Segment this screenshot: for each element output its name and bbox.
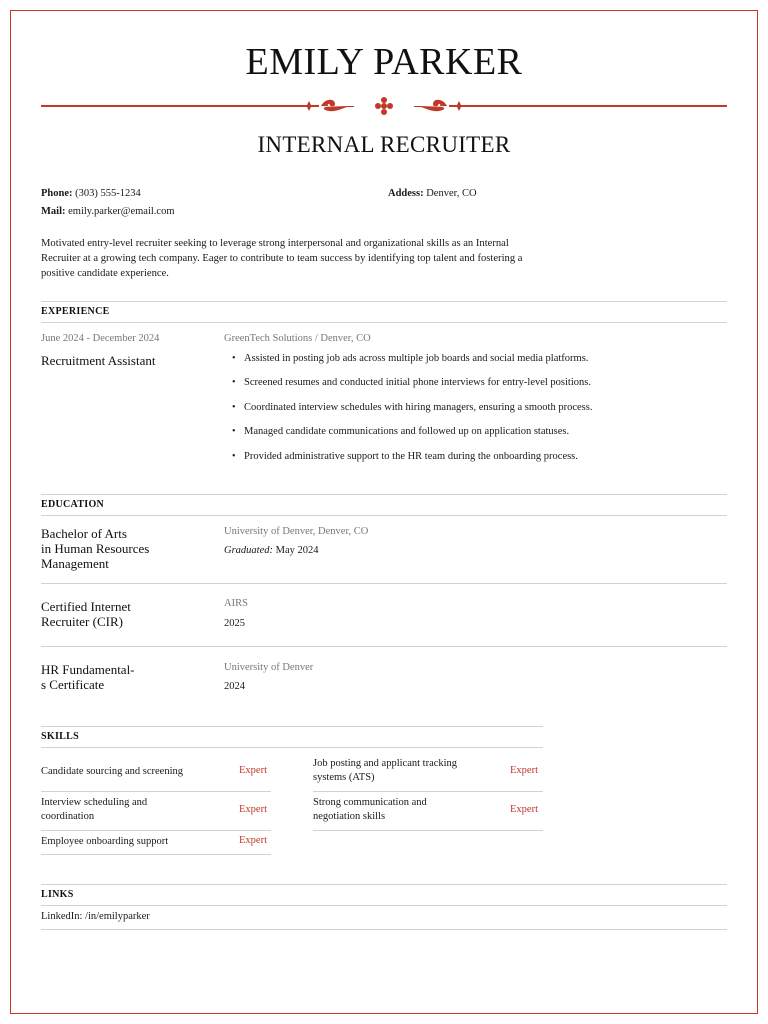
education-cert-title — [41, 599, 211, 629]
list-item: • Provided administrative support to the HR team during the onboarding process. — [224, 450, 724, 464]
divider-line-right — [469, 105, 727, 107]
education-heading: EDUCATION — [41, 494, 727, 516]
skill-separator — [313, 791, 543, 792]
skill-level: Expert — [239, 765, 267, 776]
cert-line: HR Fundamental- — [41, 662, 135, 677]
divider-line-left — [41, 105, 299, 107]
mail-label: Mail: — [41, 206, 66, 217]
skill-line: Job posting and applicant tracking — [313, 758, 458, 769]
skill-name — [313, 796, 427, 824]
mail-value: emily.parker@email.com — [68, 206, 175, 217]
phone-label: Phone: — [41, 188, 73, 199]
skills-heading: SKILLS — [41, 726, 543, 748]
degree-line: Bachelor of Arts — [41, 526, 127, 541]
graduated-label: Graduated: — [224, 545, 273, 556]
experience-date: June 2024 - December 2024 — [41, 333, 160, 344]
skill-line: negotiation skills — [313, 811, 386, 822]
skill-separator — [41, 830, 271, 831]
links-heading: LINKS — [41, 884, 727, 906]
phone-value: (303) 555-1234 — [75, 188, 141, 199]
list-item: • Coordinated interview schedules with hiring managers, ensuring a smooth process. — [224, 401, 724, 415]
skill-name — [41, 796, 147, 824]
list-item: • Screened resumes and conducted initial phone interviews for entry-level positions. — [224, 376, 724, 390]
skill-name: Employee onboarding support — [41, 836, 169, 847]
skill-level: Expert — [510, 765, 538, 776]
skill-name: Candidate sourcing and screening — [41, 766, 183, 777]
candidate-name: EMILY PARKER — [245, 41, 523, 83]
education-separator — [41, 646, 727, 647]
list-item: • Assisted in posting job ads across multiple job boards and social media platforms. — [224, 352, 724, 366]
degree-line: in Human Resources — [41, 541, 150, 556]
list-item: • Managed candidate communications and followed up on application statuses. — [224, 425, 724, 439]
linkedin-link[interactable]: LinkedIn: /in/emilyparker — [41, 911, 150, 922]
education-degree-title — [41, 526, 211, 571]
skill-line: systems (ATS) — [313, 772, 375, 783]
education-year: 2025 — [224, 618, 245, 629]
education-issuer: AIRS — [224, 598, 248, 609]
skill-level: Expert — [510, 804, 538, 815]
experience-company: GreenTech Solutions / Denver, CO — [224, 333, 371, 344]
education-school: University of Denver, Denver, CO — [224, 526, 369, 537]
address-value: Denver, CO — [426, 188, 477, 199]
ornamental-divider — [41, 96, 727, 116]
education-issuer: University of Denver — [224, 662, 314, 673]
contact-address — [388, 188, 477, 199]
contact-mail — [41, 206, 175, 217]
summary-paragraph: Motivated entry-level recruiter seeking to leverage strong interpersonal and organizational skills as an Internal Recruiter at a growing tech company. Eager to contribute to team success by identifying top talent and fostering a positive candidate experience. — [41, 238, 523, 279]
degree-line: Management — [41, 556, 109, 571]
contact-phone — [41, 188, 141, 199]
skill-separator — [41, 791, 271, 792]
skill-line: coordination — [41, 811, 95, 822]
education-year: 2024 — [224, 681, 245, 692]
education-graduated — [224, 545, 319, 556]
cert-line: s Certificate — [41, 677, 105, 692]
job-role-title: INTERNAL RECRUITER — [257, 132, 511, 157]
experience-job-title: Recruitment Assistant — [41, 353, 156, 368]
cert-line: Recruiter (CIR) — [41, 614, 123, 629]
education-separator — [41, 583, 727, 584]
education-cert-title — [41, 662, 211, 692]
skill-separator — [313, 830, 543, 831]
skill-level: Expert — [239, 835, 267, 846]
skill-line: Interview scheduling and — [41, 797, 148, 808]
graduated-date: May 2024 — [275, 545, 319, 556]
address-label: Addess: — [388, 188, 424, 199]
experience-bullet-list — [224, 352, 724, 474]
skill-level: Expert — [239, 804, 267, 815]
experience-heading: EXPERIENCE — [41, 301, 727, 323]
cert-line: Certified Internet — [41, 599, 131, 614]
skill-line: Strong communication and — [313, 797, 427, 808]
skill-separator — [41, 854, 271, 855]
links-separator — [41, 929, 727, 930]
skill-name — [313, 757, 457, 785]
ornament-icon — [299, 96, 469, 116]
